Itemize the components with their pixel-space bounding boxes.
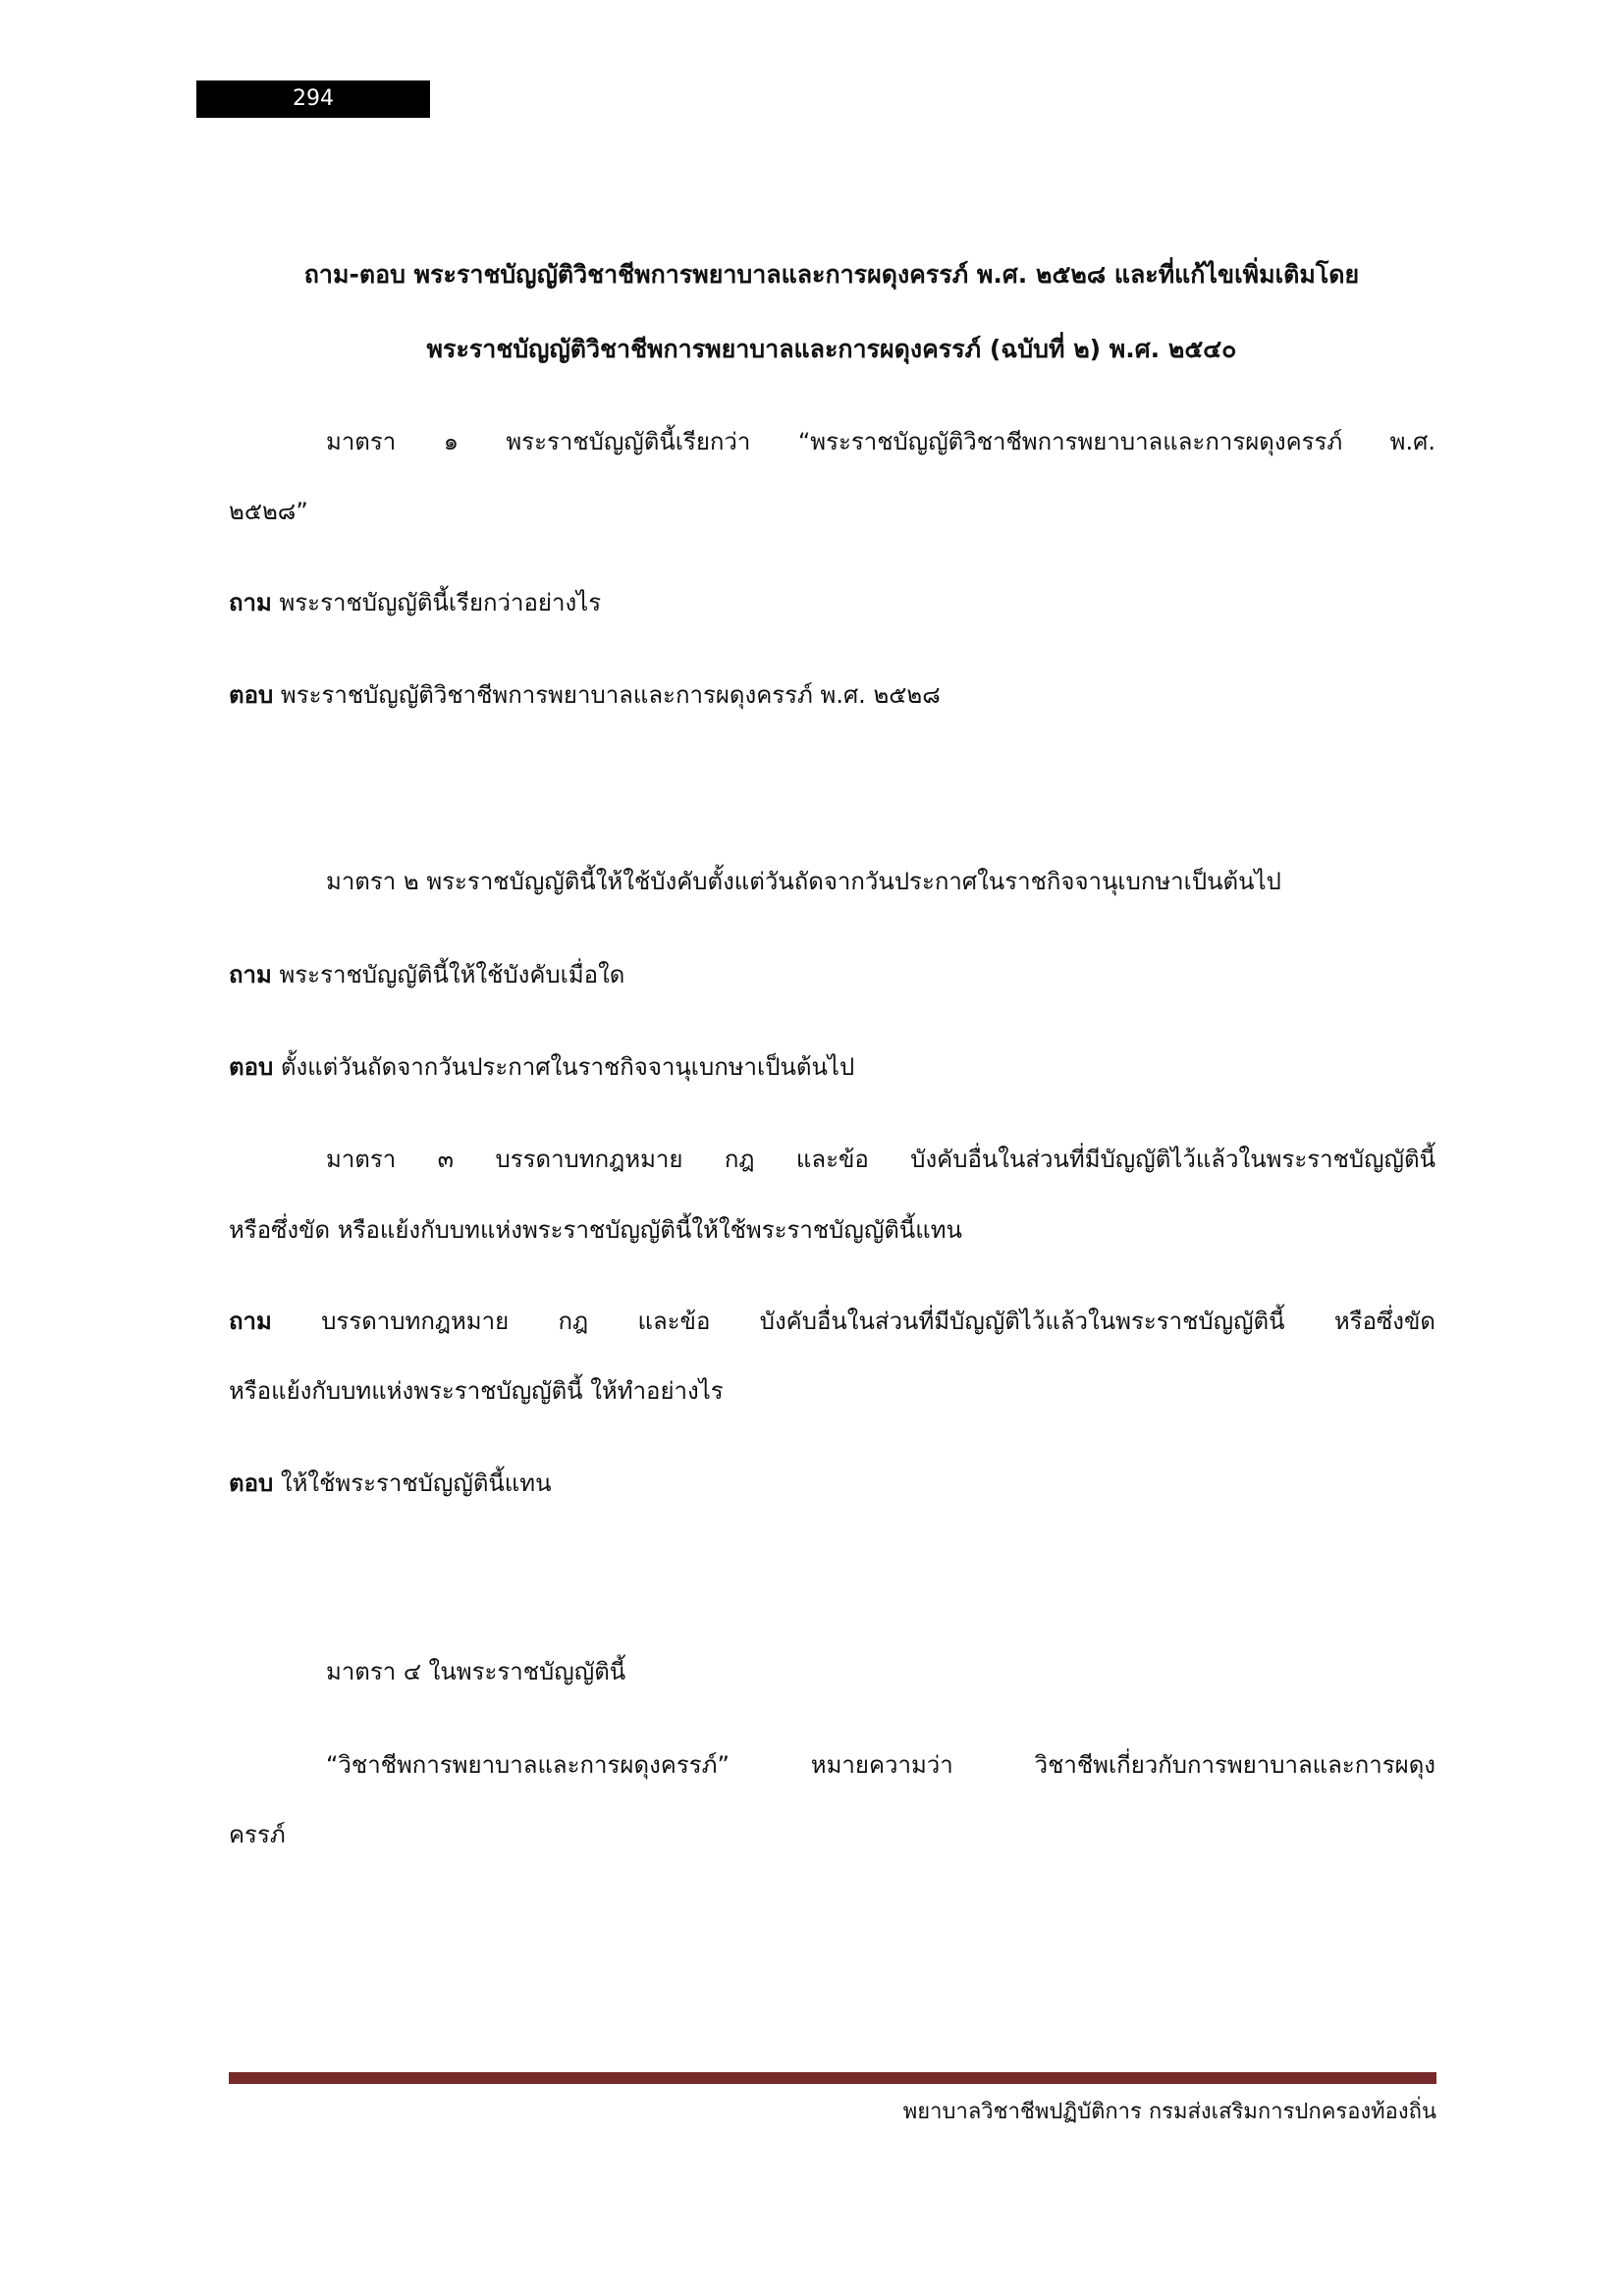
section-3-question-line-1 — [229, 1304, 1435, 1339]
answer-text: ตั้งแต่วันถัดจากวันประกาศในราชกิจจานุเบกษาเป็นต้นไป — [280, 1053, 855, 1081]
answer-text: ให้ใช้พระราชบัญญัตินี้แทน — [280, 1469, 552, 1497]
section-4-text-line-1: มาตรา ๔ ในพระราชบัญญัตินี้ — [326, 1658, 626, 1685]
question-text: พระราชบัญญัตินี้เรียกว่าอย่างไร — [279, 589, 602, 616]
document-title-line-2: พระราชบัญญัติวิชาชีพการพยาบาลและการผดุงครรภ์ (ฉบับที่ ๒) พ.ศ. ๒๕๔๐ — [426, 335, 1237, 363]
question-text: บรรดาบทกฎหมาย กฎ และข้อ บังคับอื่นในส่วนที่มีบัญญัติไว้แล้วในพระราชบัญญัตินี้ หรือซึ่งขัด — [321, 1308, 1435, 1335]
section-1-answer — [229, 677, 941, 713]
answer-label: ตอบ — [229, 681, 274, 709]
question-label: ถาม — [229, 1308, 272, 1335]
section-2-question — [229, 957, 624, 992]
answer-label: ตอบ — [229, 1469, 274, 1497]
answer-label: ตอบ — [229, 1053, 274, 1081]
section-4-definition-line-2: ครรภ์ — [229, 1821, 286, 1848]
question-label: ถาม — [229, 589, 272, 616]
section-1-question — [229, 585, 601, 620]
section-2-answer — [229, 1049, 854, 1085]
question-label: ถาม — [229, 961, 272, 988]
section-4-definition-line-1: “วิชาชีพการพยาบาลและการผดุงครรภ์” หมายความว่า วิชาชีพเกี่ยวกับการพยาบาลและการผดุง — [326, 1751, 1435, 1779]
section-1-text-line-1: มาตรา ๑ พระราชบัญญัตินี้เรียกว่า “พระราชบัญญัติวิชาชีพการพยาบาลและการผดุงครรภ์ พ.ศ. — [326, 428, 1435, 455]
section-3-text-line-2: หรือซึ่งขัด หรือแย้งกับบทแห่งพระราชบัญญัตินี้ให้ใช้พระราชบัญญัตินี้แทน — [229, 1216, 962, 1244]
answer-text: พระราชบัญญัติวิชาชีพการพยาบาลและการผดุงครรภ์ พ.ศ. ๒๕๒๘ — [280, 681, 941, 709]
page-number: 294 — [196, 80, 430, 118]
section-1-text-line-2: ๒๕๒๘” — [229, 498, 308, 525]
section-3-answer — [229, 1466, 552, 1501]
document-title-line-1: ถาม-ตอบ พระราชบัญญัติวิชาชีพการพยาบาลและการผดุงครรภ์ พ.ศ. ๒๕๒๘ และที่แก้ไขเพิ่มเติมโดย — [303, 260, 1360, 289]
footer-divider — [229, 2072, 1436, 2084]
section-2-text-line-1: มาตรา ๒ พระราชบัญญัตินี้ให้ใช้บังคับตั้งแต่วันถัดจากวันประกาศในราชกิจจานุเบกษาเป็นต้นไป — [326, 868, 1281, 895]
footer-text: พยาบาลวิชาชีพปฏิบัติการ กรมส่งเสริมการปกครองท้องถิ่น — [902, 2100, 1436, 2124]
section-3-question-line-2: หรือแย้งกับบทแห่งพระราชบัญญัตินี้ ให้ทำอย่างไร — [229, 1377, 724, 1405]
section-3-text-line-1: มาตรา ๓ บรรดาบทกฎหมาย กฎ และข้อ บังคับอื่นในส่วนที่มีบัญญัติไว้แล้วในพระราชบัญญัตินี้ — [326, 1146, 1435, 1173]
question-text: พระราชบัญญัตินี้ให้ใช้บังคับเมื่อใด — [279, 961, 625, 988]
